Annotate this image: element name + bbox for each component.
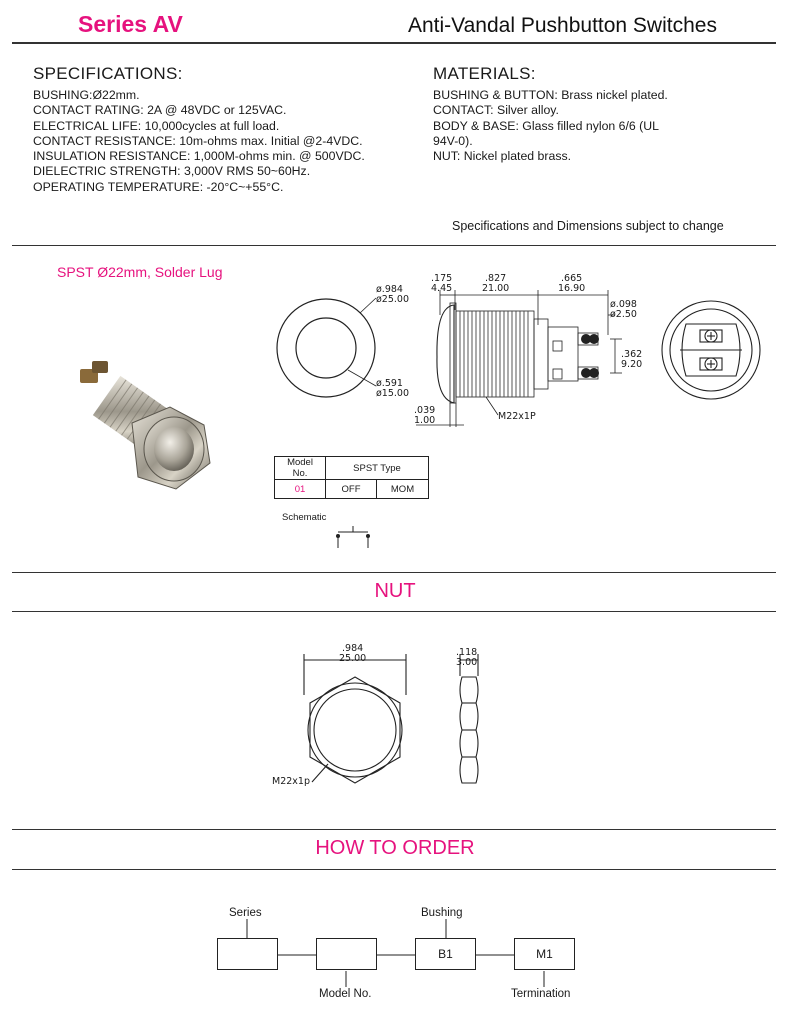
nut-rule-bottom: [12, 611, 776, 612]
order-title: HOW TO ORDER: [315, 837, 475, 859]
change-notice: Specifications and Dimensions subject to change: [452, 219, 724, 233]
order-label-model: Model No.: [319, 988, 372, 1000]
rear-dim: [558, 274, 585, 294]
head-in: .175: [431, 273, 453, 284]
nut-thread-label: M22x1p: [272, 776, 310, 787]
order-label-termination: Termination: [511, 988, 571, 1000]
lug-gap-dim: [621, 350, 642, 370]
side-view-drawing: [410, 275, 635, 430]
table-row: [275, 480, 429, 499]
bezel-dim: [414, 406, 435, 426]
lug-gap-in: .362: [621, 349, 643, 360]
nut-thick-in: .118: [456, 647, 478, 658]
order-label-bushing: Bushing: [421, 907, 463, 919]
section-rule: [12, 245, 776, 246]
bezel-in: .039: [414, 405, 436, 416]
body-in: .827: [485, 273, 507, 284]
specifications-list: [33, 88, 365, 195]
order-box-bushing: B1: [415, 938, 476, 970]
lug-gap-mm: 9.20: [621, 359, 643, 370]
face-outer-in: ø.984: [376, 284, 403, 295]
head-dim: [431, 274, 452, 294]
materials-heading: MATERIALS:: [433, 64, 536, 83]
schematic-symbol: [330, 522, 380, 552]
order-rule-bottom: [12, 869, 776, 870]
document-title: Anti-Vandal Pushbutton Switches: [408, 14, 717, 37]
table-cell-off: OFF: [326, 480, 377, 499]
header-rule: [12, 42, 776, 44]
material-bushing-button: BUSHING & BUTTON: Brass nickel plated.: [433, 88, 668, 102]
material-nut: NUT: Nickel plated brass.: [433, 149, 572, 164]
order-box-model: [316, 938, 377, 970]
body-dim: [482, 274, 509, 294]
lug-dia-mm: ø2.50: [610, 309, 637, 320]
spst-title: SPST Ø22mm, Solder Lug: [57, 264, 223, 280]
rear-view-drawing: [658, 296, 764, 404]
lug-dia-in: ø.098: [610, 299, 637, 310]
thread-label: M22x1P: [498, 411, 536, 422]
nut-rule-top: [12, 572, 776, 573]
spec-contact-resistance: CONTACT RESISTANCE: 10m-ohms max. Initial @2-4VDC.: [33, 133, 363, 148]
lug-dia-dim: [610, 300, 637, 320]
table-header-type: SPST Type: [326, 457, 429, 480]
spec-insulation-resistance: INSULATION RESISTANCE: 1,000M-ohms min. @ 500VDC.: [33, 149, 365, 164]
rear-mm: 16.90: [558, 283, 586, 294]
order-label-series: Series: [229, 907, 262, 919]
nut-width-mm: 25.00: [339, 653, 367, 664]
series-title: Series AV: [78, 11, 183, 37]
bezel-mm: 1.00: [414, 415, 436, 426]
face-inner-in: ø.591: [376, 378, 403, 389]
face-outer-dim: [376, 285, 409, 305]
spec-operating-temperature: OPERATING TEMPERATURE: -20°C~+55°C.: [33, 179, 284, 194]
order-box-series: [217, 938, 278, 970]
material-body-base-cont: 94V-0).: [433, 133, 473, 148]
face-inner-mm: ø15.00: [376, 388, 410, 399]
face-outer-mm: ø25.00: [376, 294, 410, 305]
material-body-base: BODY & BASE: Glass filled nylon 6/6 (UL: [433, 118, 659, 133]
schematic-label: Schematic: [282, 512, 327, 523]
nut-thick-dim: [456, 648, 477, 668]
spec-dielectric-strength: DIELECTRIC STRENGTH: 3,000V RMS 50~60Hz.: [33, 164, 311, 179]
product-photo: [72, 345, 222, 505]
table-header-model: Model No.: [275, 457, 326, 480]
material-contact: CONTACT: Silver alloy.: [433, 103, 559, 118]
nut-width-dim: [339, 644, 366, 664]
nut-width-in: .984: [342, 643, 364, 654]
nut-title: NUT: [374, 580, 416, 602]
body-mm: 21.00: [482, 283, 510, 294]
spec-contact-rating: CONTACT RATING: 2A @ 48VDC or 125VAC.: [33, 103, 287, 118]
face-inner-dim: [376, 379, 409, 399]
spst-type-table: [274, 456, 429, 499]
materials-list: [433, 88, 668, 164]
specifications-heading: SPECIFICATIONS:: [33, 64, 183, 83]
nut-thick-mm: 3.00: [456, 657, 478, 668]
spec-bushing: BUSHING:Ø22mm.: [33, 88, 140, 102]
order-rule-top: [12, 829, 776, 830]
rear-in: .665: [561, 273, 583, 284]
head-mm: 4.45: [431, 283, 453, 294]
spec-electrical-life: ELECTRICAL LIFE: 10,000cycles at full load.: [33, 118, 280, 133]
order-box-termination: M1: [514, 938, 575, 970]
table-cell-model: 01: [275, 480, 326, 499]
table-cell-mom: MOM: [377, 480, 429, 499]
